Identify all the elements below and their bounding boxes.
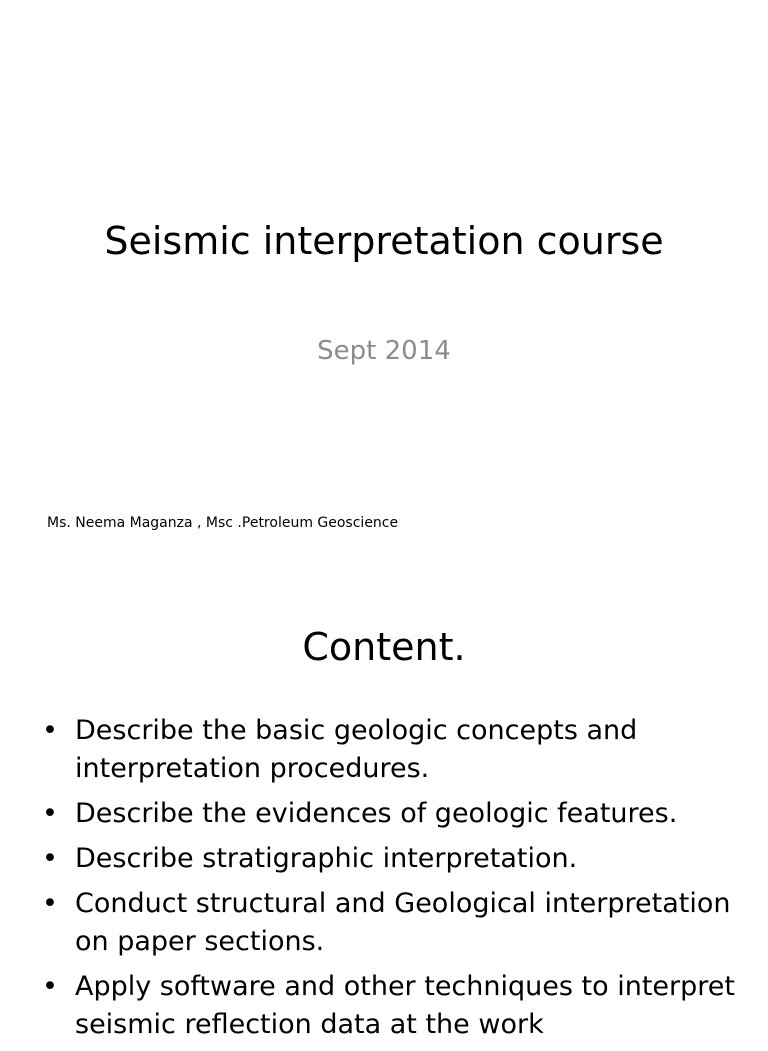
author-line: Ms. Neema Maganza , Msc .Petroleum Geoscience (47, 515, 399, 531)
slide-subtitle: Sept 2014 (317, 336, 451, 366)
bullet-text: Describe stratigraphic interpretation. (75, 843, 578, 874)
content-heading: Content. (302, 625, 466, 669)
bullet-dot-icon: • (42, 715, 58, 746)
bullet-text: Conduct structural and Geological interpretation on paper sections. (75, 888, 731, 957)
slide-title: Seismic interpretation course (104, 219, 664, 263)
list-item (0, 885, 768, 961)
bullet-text: Describe the basic geologic concepts and interpretation procedures. (75, 715, 638, 784)
bullet-dot-icon: • (42, 798, 58, 829)
bullet-dot-icon: • (42, 888, 58, 919)
content-bullet-list (0, 712, 768, 1051)
list-item (0, 795, 768, 833)
list-item (0, 712, 768, 788)
bullet-text: Describe the evidences of geologic features. (75, 798, 678, 829)
bullet-dot-icon: • (42, 843, 58, 874)
bullet-text: Apply software and other techniques to interpret seismic reflection data at the work (75, 971, 735, 1040)
list-item (0, 840, 768, 878)
list-item (0, 968, 768, 1044)
bullet-dot-icon: • (42, 971, 58, 1002)
content-slide (0, 576, 768, 1040)
